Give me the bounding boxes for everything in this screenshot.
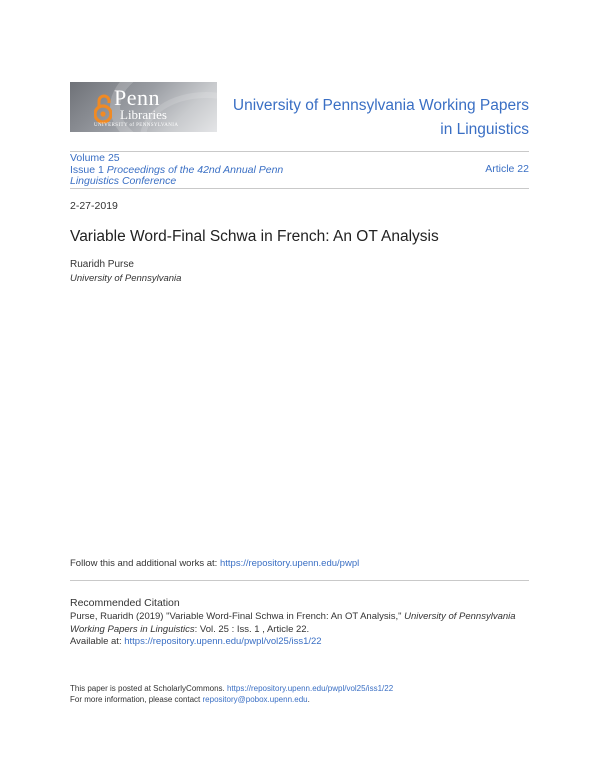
proceedings-line2: Linguistics Conference — [70, 175, 177, 187]
issue-link[interactable] — [70, 165, 360, 188]
available-at-link[interactable]: https://repository.upenn.edu/pwpl/vol25/iss1/22 — [124, 636, 322, 647]
contact-email-link[interactable]: repository@pobox.upenn.edu — [202, 695, 308, 704]
journal-title-link[interactable] — [219, 94, 529, 142]
available-label: Available at: — [70, 636, 125, 647]
logo-penn-text: Penn — [114, 85, 160, 110]
contact-label: For more information, please contact — [70, 695, 203, 704]
article-title: Variable Word-Final Schwa in French: An OT Analysis — [70, 228, 439, 245]
posted-at-line — [70, 684, 393, 693]
posted-at-link[interactable]: https://repository.upenn.edu/pwpl/vol25/iss1/22 — [226, 684, 394, 693]
follow-works-line — [70, 558, 359, 569]
follow-label: Follow this and additional works at: — [70, 558, 220, 569]
article-link[interactable]: Article 22 — [485, 163, 529, 175]
publication-date: 2-27-2019 — [70, 200, 118, 212]
author-affiliation: University of Pennsylvania — [70, 273, 182, 284]
citation-journal-italic-2: Working Papers in Linguistics — [70, 623, 195, 635]
open-access-lock-icon — [94, 94, 112, 124]
citation-text-part1: Purse, Ruaridh (2019) "Variable Word-Final Schwa in French: An OT Analysis," — [70, 611, 405, 622]
logo-libraries-text: Libraries — [120, 107, 167, 122]
follow-works-link[interactable]: https://repository.upenn.edu/pwpl — [219, 558, 360, 569]
contact-end: . — [307, 695, 310, 704]
available-at-line — [70, 636, 322, 647]
header-divider — [70, 151, 529, 152]
volume-link[interactable]: Volume 25 — [70, 152, 120, 164]
journal-title-line1: University of Pennsylvania Working Papers — [232, 97, 529, 114]
author-name: Ruaridh Purse — [70, 259, 134, 270]
contact-line — [70, 695, 310, 704]
posted-label: This paper is posted at ScholarlyCommons. — [70, 684, 227, 693]
recommended-citation-heading: Recommended Citation — [70, 597, 180, 609]
logo-university-text: UNIVERSITY of PENNSYLVANIA — [94, 123, 179, 128]
citation-text-part2: : Vol. 25 : Iss. 1 , Article 22. — [194, 623, 310, 635]
citation-divider — [70, 580, 529, 581]
penn-libraries-logo — [70, 82, 217, 132]
issue-number: Issue 1 — [70, 163, 104, 176]
issue-divider — [70, 188, 529, 189]
proceedings-line1: Proceedings of the 42nd Annual Penn — [106, 163, 284, 176]
journal-title-line2: in Linguistics — [440, 121, 529, 138]
volume-issue-info — [70, 153, 360, 188]
citation-text — [70, 611, 540, 636]
citation-journal-italic-1: University of Pennsylvania — [404, 611, 516, 622]
